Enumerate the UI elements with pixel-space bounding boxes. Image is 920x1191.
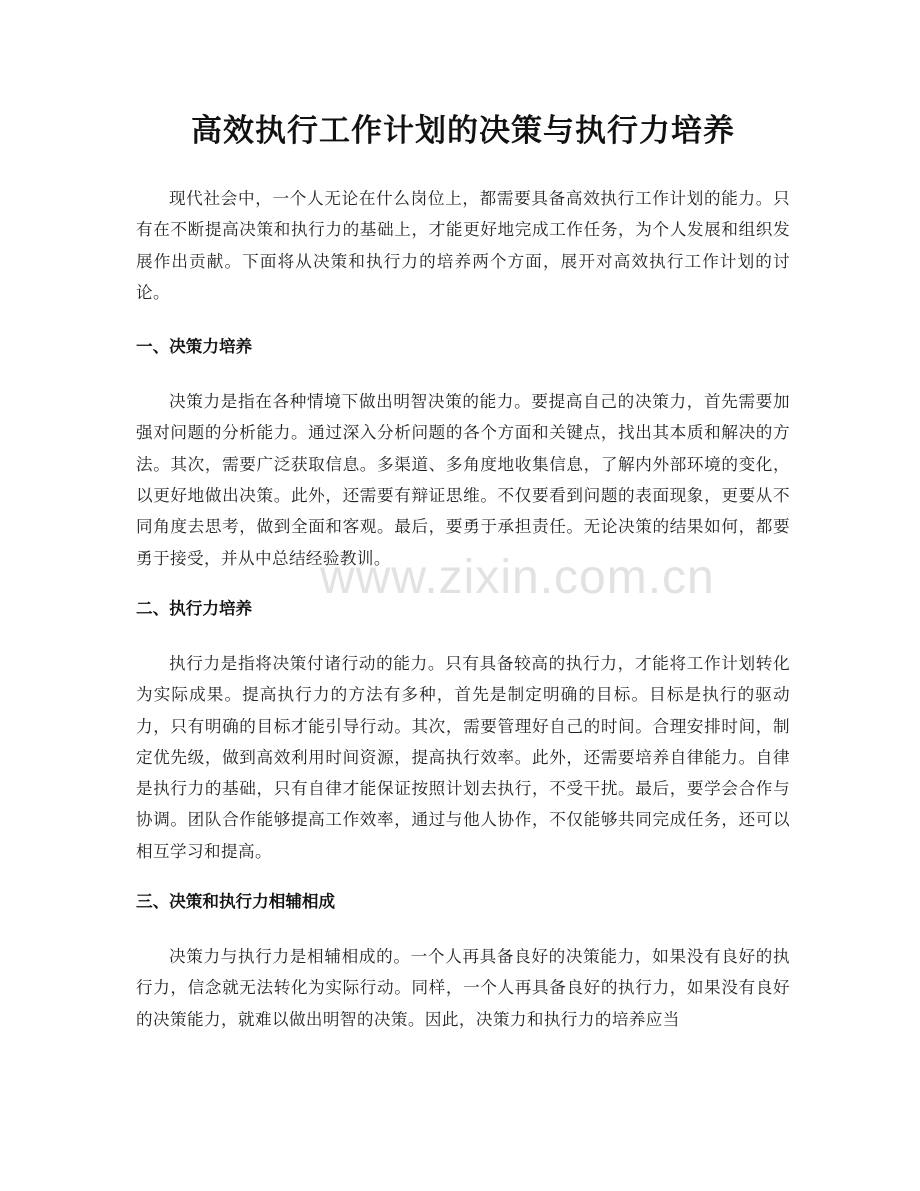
document-title: 高效执行工作计划的决策与执行力培养 [191,113,735,149]
section-heading-execution: 二、执行力培养 [136,598,253,618]
section-heading-complement: 三、决策和执行力相辅相成 [136,892,336,912]
section-body-execution: 执行力是指将决策付诸行动的能力。只有具备较高的执行力，才能将工作计划转化为实际成果。提高执行力的方法有多种，首先是制定明确的目标。目标是执行的驱动力，只有明确的目标才能引导行动。其次，需要管理好自己的时间。合理安排时间，制定优先级，做到高效利用时间资源，提高执行效率。此外，还需要培养自律能力。自律是执行力的基础，只有自律才能保证按照计划去执行，不受干扰。最后，要学会合作与协调。团队合作能够提高工作效率，通过与他人协作，不仅能够共同完成任务，还可以相互学习和提高。 [136,653,790,861]
intro-paragraph: 现代社会中，一个人无论在什么岗位上，都需要具备高效执行工作计划的能力。只有在不断提高决策和执行力的基础上，才能更好地完成工作任务，为个人发展和组织发展作出贡献。下面将从决策和执行力的培养两个方面，展开对高效执行工作计划的讨论。 [136,189,790,302]
section-body-decision: 决策力是指在各种情境下做出明智决策的能力。要提高自己的决策力，首先需要加强对问题的分析能力。通过深入分析问题的各个方面和关键点，找出其本质和解决的方法。其次，需要广泛获取信息。多渠道、多角度地收集信息，了解内外部环境的变化，以更好地做出决策。此外，还需要有辩证思维。不仅要看到问题的表面现象，更要从不同角度去思考，做到全面和客观。最后，要勇于承担责任。无论决策的结果如何，都要勇于接受，并从中总结经验教训。 [136,392,790,568]
section-body-complement: 决策力与执行力是相辅相成的。一个人再具备良好的决策能力，如果没有良好的执行力，信念就无法转化为实际行动。同样，一个人再具备良好的执行力，如果没有良好的决策能力，就难以做出明智的决策。因此，决策力和执行力的培养应当 [136,947,790,1029]
watermark: www.zixin.com.cn [320,551,715,604]
section-heading-decision: 一、决策力培养 [136,337,253,357]
